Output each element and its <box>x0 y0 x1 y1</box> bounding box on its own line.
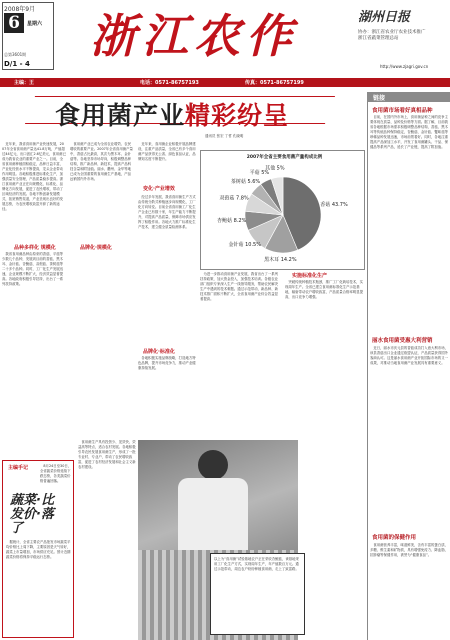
masthead-title: 浙江农作 <box>90 9 298 63</box>
photo-person-body <box>178 478 248 558</box>
pie-label: 香菇 43.7% <box>320 201 348 208</box>
website-url[interactable]: http://www.zjagri.gov.cn <box>380 64 429 69</box>
editorial-label: 主编手记 <box>8 465 29 471</box>
headline <box>55 96 289 132</box>
article-column-5: 突破传统种植技术瓶颈，推广工厂化栽培技术，实现周年生产。全省已建立食用菌标准化生产示范基地，辐射带动农户增收致富，产品质量合格率明显提高，出口竞争力增强。 <box>285 280 363 299</box>
pie-label: 杏鲍菇 8.2% <box>216 218 247 225</box>
subheading-1: 品种多样化 规模化 <box>14 245 56 251</box>
sidebar-title-3: 食用菌的保健作用 <box>372 535 417 541</box>
article-column-3c: 各地积极实施品牌战略，打造地方特色品牌，提升市场竞争力，推动产业健康持续发展。 <box>138 356 196 370</box>
editor-label: 主编：王 <box>14 80 35 86</box>
editorial-intro: 8月24日至30日，全省蔬菜价格延续下跌态势，各类蔬菜价格普遍回落。 <box>40 464 72 483</box>
editorial-body: 据统计，全省主要农产品批发市场蔬菜平均价格比上周下降，主要原因是天气转好，蔬菜上市量增加，市场供应充足。预计近期蔬菜价格将保持平稳运行态势。 <box>6 540 71 559</box>
subheading-0: 变化·产业增效 <box>143 186 175 192</box>
year-month: 2008年9月 <box>4 6 36 13</box>
co-organizer-line1: 协办：浙江省农业厅农业技术推广 <box>358 30 426 35</box>
byline: 通讯员 张宏 丁哲 孔晓明 <box>205 134 244 138</box>
pie-label: 黑木耳 14.2% <box>264 256 297 263</box>
photo-caption: 以上为“食用菌”试验基地农户正在采收杏鲍菇，该基地采用工厂化生产方式，实现周年生产，年产值数百万元。通过示范带动，周边农户纷纷种植食用菌，走上了致富路。 <box>214 557 299 571</box>
page-code: D/1 - 4 <box>4 60 30 68</box>
headline-block <box>30 90 365 135</box>
sidebar-text-1: 目前，在国内外市场上，食用菌品种之间的竞争主要体现在质量、品种及价格等方面。据了解，目前我省各地根据市场需求积极调整品种结构，香菇、黑木耳等传统品种保持稳定，杏鲍菇、金针菇、蟹味菇等珍稀品种发展迅速，市场前景看好。同时，各地注重提高产品深加工水平，开发了食用菌罐头、干品、保健品等系列产品，延长了产业链，提高了附加值。 <box>370 115 448 149</box>
sidebar-title-1: 食用菌市场看好真相品种 <box>372 108 433 114</box>
sidebar-header <box>367 92 450 102</box>
article-column-3: 近年来，食用菌企业积极开展品牌建设，注重产品质量，全省已有多个食用菌产品获得无公害、绿色食品认证，品牌知名度不断提升。 <box>138 142 196 161</box>
fax-number: 传真：0571-86757199 <box>245 80 304 86</box>
day-number: 6 <box>4 13 24 33</box>
newspaper-logo: 湖州日报 <box>358 10 411 25</box>
pie-label: 平菇 5% <box>249 170 270 177</box>
article-column-4: 为进一步推动食用菌产业发展，我省出台了一系列扶持政策，加大资金投入，加强技术培训。各级农业部门组织专家深入生产一线指导服务，帮助农民解决生产中遇到的技术难题。通过示范带动，新品种、新技术推广面积不断扩大，全省食用菌产业综合效益显著提高。 <box>200 272 278 301</box>
article-column-1: 近年来，我省食用菌产业快速发展，2007年全省食用菌产量达41.8万吨，产值超过44亿元，出口创汇2.6亿美元，食用菌已成为我省农业的重要产业之一。目前，全省食用菌种植面积稳定，品种日益丰富，产业化经营水平不断提高，龙头企业带动作用明显。各地积极推进标准化生产，加强质量安全管理，产品质量稳步提高。浙江食用菌产业正在向规模化、标准化、品牌化方向发展，促进了农民增收，带动了区域经济的发展。各地不断创新发展模式，拓宽销售渠道，产业呈现出良好的发展态势，为农民增收致富开辟了新的途径。 <box>2 142 66 211</box>
phone-number: 电话：0571-86757193 <box>140 80 199 86</box>
editorial-title: 蔬菜·比发价·落了 <box>10 493 54 536</box>
chart-title: 2007年全省主要食用菌产量构成比例 <box>246 155 323 160</box>
co-organizer <box>358 30 448 42</box>
issue-number: 总第3601期 <box>4 52 27 57</box>
sidebar-text-2: 近日，丽水市庆元县的香菇成功打入意大利市场，该县香菇出口企业通过欧盟认证，产品质量获得国外客商认可。这是丽水食用菌产业开拓国际市场的又一成果，对推动当地食用菌产业发展具有重要意义。 <box>370 346 448 365</box>
article-column-2: 食用菌产业已成为全省农业增效、农民增收的重要产业。2007年全省食用菌产量中，香菇占比最高，其次为黑木耳、金针菇等。各地坚持市场导向，积极调整品种结构，推广新品种、新技术，提高产品科技含量和附加值。丽水、衢州、金华等地已成为全国重要的食用菌生产基地，产品远销国内外市场。 <box>70 142 133 181</box>
subheading-4: 实施标准化生产 <box>292 273 328 279</box>
article-column-6: 食用菌生产具有投资少、见效快、效益高等特点，适合农村发展。各地积极引导农民发展食用菌生产，形成了一批专业村、专业户，带动了农民增收致富，促进了农村经济发展和社会主义新农村建设。 <box>78 440 136 469</box>
sidebar-header-label: 链接 <box>373 95 386 102</box>
sidebar-text-3: 食用菌营养丰富，味道鲜美，含有丰富的蛋白质、多糖、维生素和矿物质，具有增强免疫力、降血脂、抗肿瘤等保健作用，被誉为“健康食品”。 <box>370 543 448 557</box>
subheading-3: 品牌化·标准化 <box>143 349 175 355</box>
pie-label: 金针菇 10.5% <box>228 242 262 249</box>
pie-chart-box <box>200 150 365 270</box>
pie-label: 茶树菇 5.6% <box>230 179 261 186</box>
weekday: 星期六 <box>27 21 43 27</box>
article-column-1b: 我省食用菌品种由原来的香菇、平菇等少数几个品种，发展到目前的香菇、黑木耳、金针菇、杏鲍菇、双孢菇、茶树菇等二十多个品种。同时，工厂化生产发展迅速，企业规模不断扩大，经济效益显著提高。各地政府积极引导扶持，出台了一系列扶持政策。 <box>2 252 64 286</box>
headline-red: 精彩纷呈 <box>185 101 290 130</box>
pie-chart <box>201 163 366 271</box>
article-column-3b: 经过多年发展，我省食用菌生产方式由传统分散式种植逐步向规模化、工厂化方向转变。目前全省食用菌工厂化生产企业已有数十家，年生产能力不断提升，对提高产品质量、保障市场供应发挥了积极作用。各地大力推广标准化生产技术，建立健全质量检测体系。 <box>138 195 196 229</box>
sidebar-title-2: 丽水食用菌受惠大利营销 <box>372 338 433 344</box>
pie-label: 双孢菇 7.8% <box>219 195 249 202</box>
photo-person-head <box>198 450 228 480</box>
header-bar <box>0 78 450 87</box>
photo-caption-box <box>210 553 305 635</box>
pie-label: 其他 5% <box>265 165 285 172</box>
headline-black: 食用菌产业 <box>55 101 186 130</box>
co-organizer-line2: 浙江省蔬菜管理总站 <box>358 36 399 41</box>
subheading-2: 品牌化·规模化 <box>80 245 112 251</box>
